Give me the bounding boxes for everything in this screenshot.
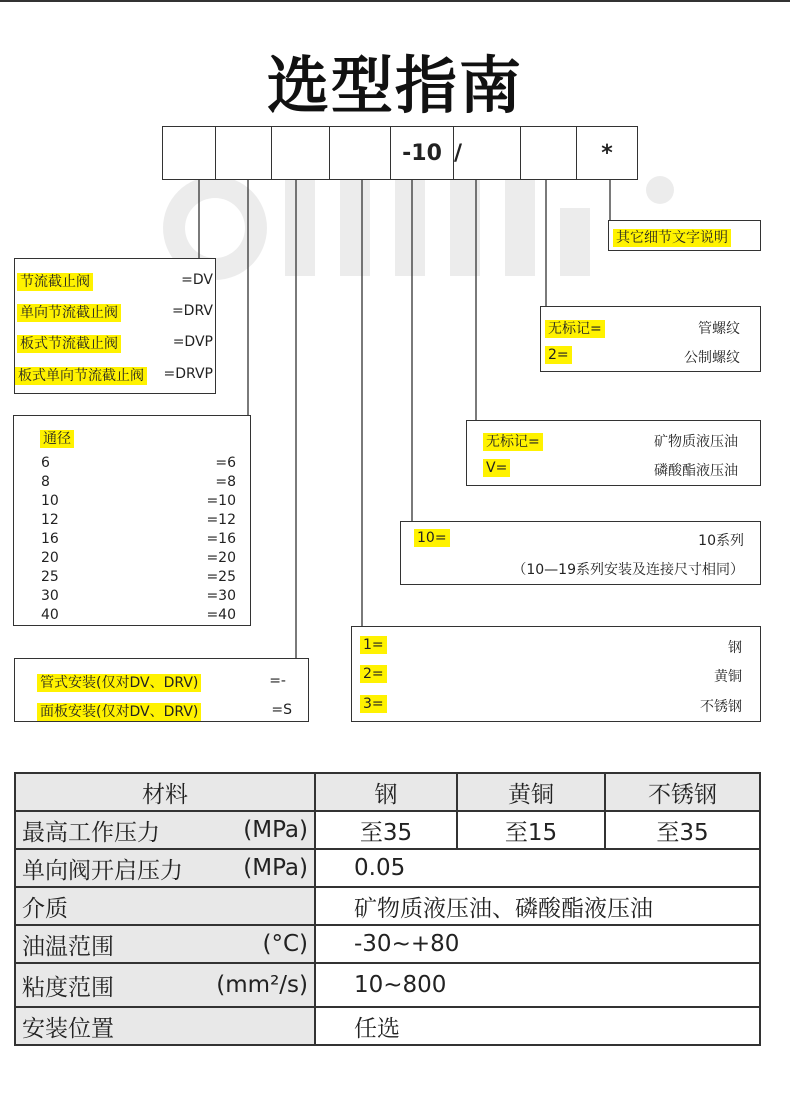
diameter-label: 10 [41,493,59,509]
code-cell-other: * [576,126,638,180]
spec-row-oil-temp [15,925,760,963]
valve-type-code: =DVP [172,334,213,350]
diameter-code: =12 [206,512,236,528]
spec-row-install [15,1007,760,1045]
fluid-label: V= [483,459,510,477]
code-cell-fluid: / [453,126,521,180]
top-rule [0,0,790,2]
material-label: 3= [360,695,387,713]
diameter-code: =20 [206,550,236,566]
valve-type-code: =DRVP [163,366,213,382]
code-cell-series: -10 [390,126,454,180]
fluid-desc: 矿物质液压油 [654,434,738,450]
mounting-label: 面板安装(仅对DV、DRV) [37,703,201,721]
valve-type-code: =DRV [171,303,213,319]
spec-unit: (mm²/s) [216,972,308,998]
spec-unit: (MPa) [243,817,308,843]
thread-label: 无标记= [545,320,605,338]
spec-value: 至35 [315,811,457,849]
code-cell-mounting [271,126,330,180]
spec-value: 任选 [315,1007,760,1045]
spec-value: 10~800 [315,963,760,1007]
valve-type-code: =DV [181,272,213,288]
diameter-label: 6 [41,455,50,471]
code-cell-material [329,126,391,180]
thread-label: 2= [545,346,572,364]
spec-value: -30~+80 [315,925,760,963]
mounting-code: =- [269,673,286,689]
material-label: 1= [360,636,387,654]
diameter-code: =40 [206,607,236,623]
fluid-label: 无标记= [483,433,543,451]
valve-type-label: 板式单向节流截止阀 [15,367,147,385]
mounting-label: 管式安装(仅对DV、DRV) [37,674,201,692]
diameter-label: 40 [41,607,59,623]
spec-table [14,772,761,1046]
spec-row-medium [15,887,760,925]
spec-value: 至15 [457,811,605,849]
spec-header-cell: 钢 [315,773,457,811]
diameter-label: 30 [41,588,59,604]
code-cell-thread [520,126,577,180]
diameter-label: 25 [41,569,59,585]
other-note-box [608,220,761,251]
diameter-code: =6 [215,455,236,471]
diameter-label: 16 [41,531,59,547]
diameter-code: =16 [206,531,236,547]
mounting-box [14,658,309,722]
valve-type-label: 单向节流截止阀 [17,304,121,322]
spec-label: 油温范围 [22,933,114,960]
thread-box [540,306,761,372]
spec-value: 至35 [605,811,760,849]
series-note: （10—19系列安装及连接尺寸相同） [512,562,744,578]
spec-row-viscosity [15,963,760,1007]
other-note-label: 其它细节文字说明 [613,229,731,247]
diameter-heading: 通径 [40,430,74,448]
valve-type-label: 节流截止阀 [17,273,93,291]
spec-unit: (MPa) [243,855,308,881]
page-title: 选型指南 [266,49,523,122]
material-box [351,626,761,722]
fluid-desc: 磷酸酯液压油 [654,463,738,479]
spec-value: 0.05 [315,849,760,887]
diameter-code: =30 [206,588,236,604]
spec-label: 最高工作压力 [22,819,160,846]
spec-header-cell: 不锈钢 [605,773,760,811]
code-cell-diameter [215,126,272,180]
thread-desc: 管螺纹 [698,321,740,337]
series-desc: 10系列 [698,533,744,549]
valve-type-label: 板式节流截止阀 [17,335,121,353]
spec-value: 矿物质液压油、磷酸酯液压油 [315,887,760,925]
diameter-code: =10 [206,493,236,509]
series-box [400,521,761,585]
series-label: 10= [414,529,450,547]
material-desc: 钢 [728,640,742,656]
spec-header-cell: 材料 [15,773,315,811]
diameter-code: =8 [215,474,236,490]
material-desc: 不锈钢 [700,699,742,715]
fluid-box [466,420,761,486]
material-label: 2= [360,665,387,683]
spec-header-row [15,773,760,811]
valve-type-box [14,258,216,394]
diameter-label: 12 [41,512,59,528]
spec-header-cell: 黄铜 [457,773,605,811]
spec-unit: (°C) [262,931,308,957]
diameter-label: 8 [41,474,50,490]
material-desc: 黄铜 [714,669,742,685]
spec-label: 安装位置 [22,1015,114,1042]
spec-label: 粘度范围 [22,974,114,1001]
code-cell-type [162,126,216,180]
spec-label: 介质 [22,895,68,922]
spec-row-check-pressure [15,849,760,887]
watermark-logo [160,168,680,288]
mounting-code: =S [271,702,292,718]
diameter-code: =25 [206,569,236,585]
spec-row-pressure [15,811,760,849]
thread-desc: 公制螺纹 [684,350,740,366]
diameter-box [13,415,251,626]
diameter-label: 20 [41,550,59,566]
spec-label: 单向阀开启压力 [22,857,183,884]
